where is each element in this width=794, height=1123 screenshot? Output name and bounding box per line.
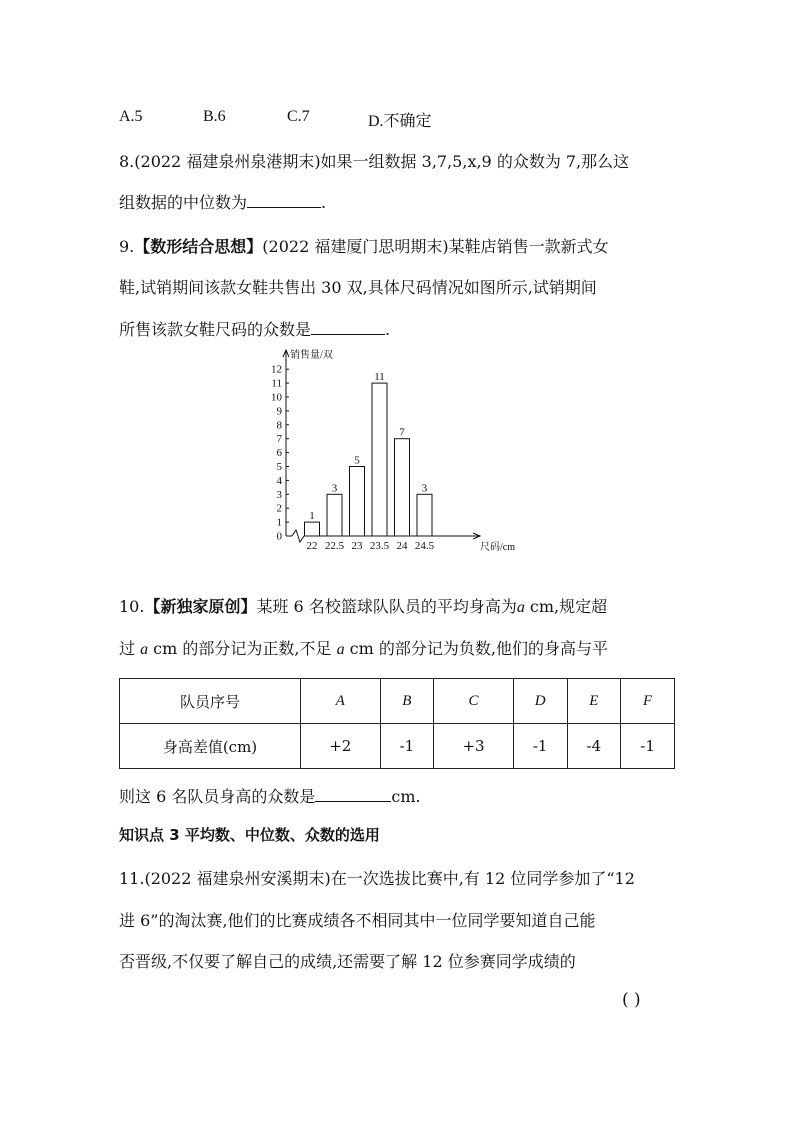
shoe-size-bar-chart [262, 345, 532, 557]
x-tick-label: 23.5 [369, 540, 390, 552]
bar [395, 439, 410, 536]
q7-option-a: A.5 [119, 108, 143, 125]
q9-line3-suffix: . [385, 320, 391, 339]
bar [372, 383, 387, 536]
x-tick-label: 23 [351, 540, 363, 552]
bars [305, 371, 433, 536]
y-tick-label: 6 [276, 447, 282, 460]
q10-line2 [119, 636, 608, 659]
bar [350, 467, 365, 537]
q9-line1 [119, 234, 609, 257]
table-header-label: 队员序号 [120, 679, 301, 724]
q10-after-suffix: cm. [391, 787, 421, 806]
height-difference-table [119, 678, 675, 769]
x-tick-labels [307, 540, 435, 552]
table-value-row [120, 724, 675, 769]
y-tick-label: 4 [276, 474, 282, 487]
player-e: E [567, 679, 621, 724]
q8-line2 [119, 190, 326, 213]
q11-line3: 否晋级,不仅要了解自己的成绩,还需要了解 12 位参赛同学成绩的 [119, 952, 576, 971]
x-tick-label: 24.5 [414, 540, 435, 552]
q10-after-table [119, 784, 421, 807]
y-tick-label: 2 [276, 502, 282, 515]
y-tick-label: 7 [276, 433, 282, 446]
q9-line2: 鞋,试销期间该款女鞋共售出 30 双,具体尺码情况如图所示,试销期间 [119, 278, 597, 297]
bar-data-label: 1 [309, 510, 315, 523]
value-d: -1 [513, 724, 567, 769]
player-f: F [621, 679, 675, 724]
q8-line2-suffix: . [321, 193, 327, 212]
player-b: B [380, 679, 434, 724]
value-c: +3 [434, 724, 514, 769]
value-e: -4 [567, 724, 621, 769]
q9-line1-rest: (2022 福建厦门思明期末)某鞋店销售一款新式女 [262, 237, 609, 256]
q9-line3-text: 所售该款女鞋尺码的众数是 [119, 320, 312, 339]
q8-line2-text: 组数据的中位数为 [119, 193, 248, 212]
player-a: A [301, 679, 381, 724]
y-tick-label: 9 [276, 405, 282, 418]
y-tick-label: 5 [276, 461, 282, 473]
y-tick-label: 10 [271, 391, 282, 404]
q7-option-b: B.6 [203, 108, 226, 125]
q8-answer-blank [247, 193, 321, 208]
y-tick-label: 0 [276, 530, 282, 543]
q10-line1-end: cm,规定超 [524, 597, 608, 616]
q11-answer-parentheses: ( ) [622, 990, 641, 1010]
q8-line1: 8.(2022 福建泉州泉港期末)如果一组数据 3,7,5,x,9 的众数为 7,那么这 [119, 152, 630, 171]
bar [417, 494, 432, 536]
bar-data-label: 3 [331, 482, 338, 495]
bar-data-label: 5 [354, 454, 360, 467]
q10-after-text: 则这 6 名队员身高的众数是 [119, 787, 316, 806]
section-title: 知识点 3 平均数、中位数、众数的选用 [119, 826, 380, 844]
q10-line2-var1: a [140, 641, 149, 658]
q10-var-a: a [516, 599, 525, 616]
bar-data-label: 3 [421, 482, 428, 495]
y-tick-label: 12 [271, 363, 282, 376]
q9-answer-blank [311, 320, 385, 335]
q11-line1: 11.(2022 福建泉州安溪期末)在一次选拔比赛中,有 12 位同学参加了“12 [119, 869, 635, 888]
bar-data-label: 7 [399, 426, 405, 439]
q11-line2: 进 6”的淘汰赛,他们的比赛成绩各不相同其中一位同学要知道自己能 [119, 911, 596, 930]
q10-line2-var2: a [336, 641, 345, 658]
q10-line1 [119, 594, 607, 617]
x-tick-label: 22 [306, 540, 318, 552]
y-tick-label: 11 [271, 377, 282, 390]
player-c: C [434, 679, 514, 724]
q10-tag: 【新独家原创】 [144, 597, 257, 616]
x-tick-label: 22.5 [324, 540, 345, 552]
q10-line2-a: 过 [119, 639, 141, 658]
q10-answer-blank [315, 787, 391, 802]
x-axis-label: 尺码/cm [480, 542, 515, 553]
y-tick-label: 1 [276, 516, 282, 529]
value-a: +2 [301, 724, 381, 769]
player-d: D [513, 679, 567, 724]
y-tick-label: 8 [276, 419, 282, 432]
table-header-row [120, 679, 675, 724]
y-axis-label: 销售量/双 [290, 350, 333, 361]
value-f: -1 [621, 724, 675, 769]
axis-break-zigzag [292, 530, 304, 542]
q10-line2-b: cm 的部分记为正数,不足 [148, 639, 337, 658]
q7-option-c: C.7 [287, 108, 310, 125]
x-tick-label: 24 [396, 540, 408, 552]
q9-number: 9. [119, 237, 135, 256]
q9-tag: 【数形结合思想】 [134, 237, 263, 256]
y-tick-label: 3 [276, 488, 282, 501]
bar-data-label: 11 [374, 371, 385, 384]
bar [327, 494, 342, 536]
q7-option-d: D.不确定 [368, 113, 432, 130]
value-b: -1 [380, 724, 434, 769]
q10-number: 10. [119, 597, 145, 616]
q10-line2-c: cm 的部分记为负数,他们的身高与平 [344, 639, 608, 658]
q10-line1-rest: 某班 6 名校篮球队队员的平均身高为 [256, 597, 517, 616]
table-row-label: 身高差值(cm) [120, 724, 301, 769]
bar [305, 522, 320, 536]
q9-line3 [119, 317, 390, 340]
